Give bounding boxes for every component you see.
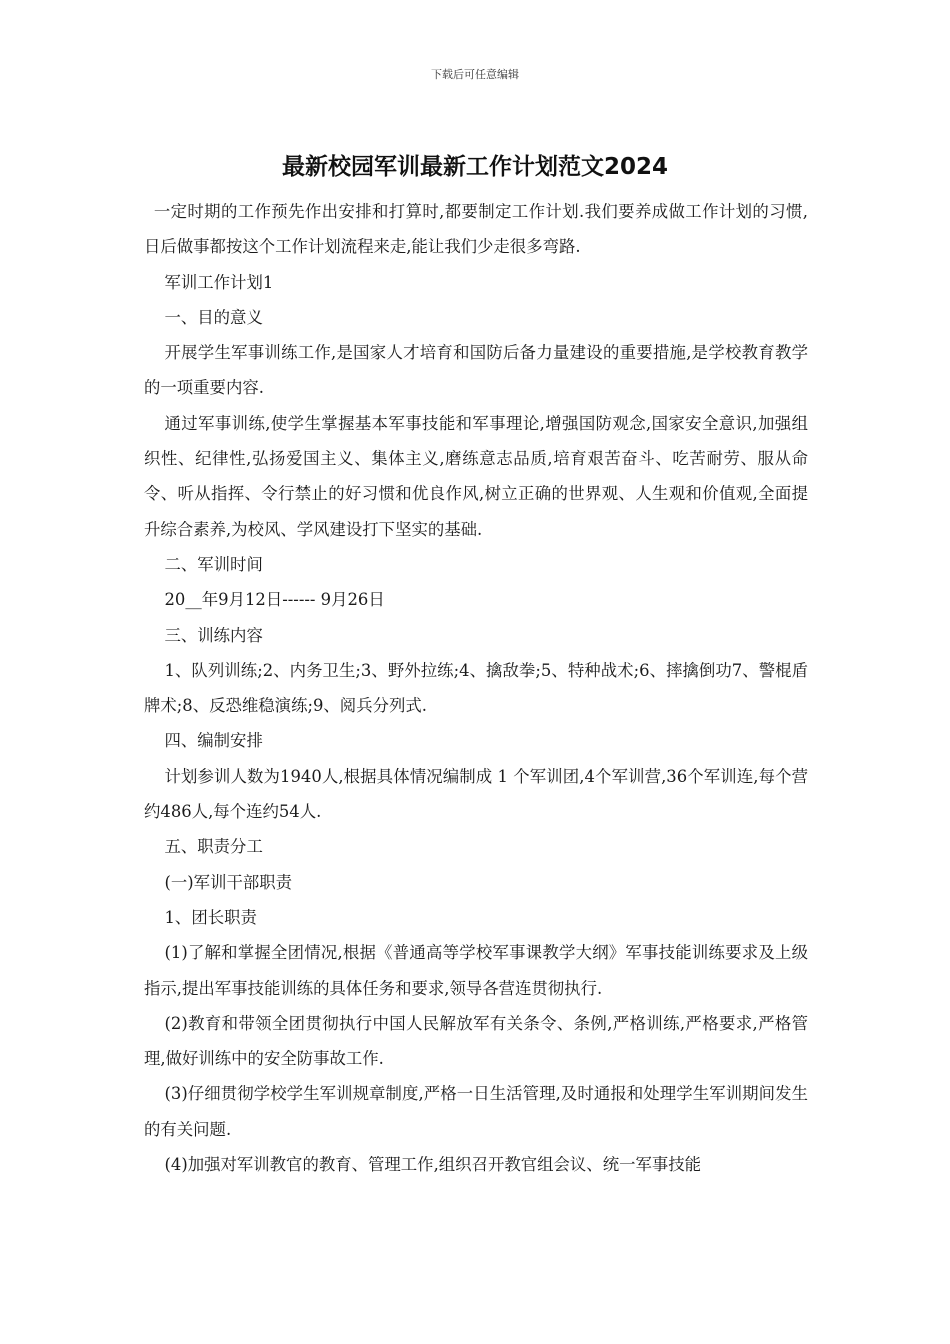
section-heading-time: 二、军训时间: [164, 554, 263, 574]
subheading-officer-duties: (一)军训干部职责: [164, 872, 293, 892]
intro-paragraph: 一定时期的工作预先作出安排和打算时,都要制定工作计划.我们要养成做工作计划的习惯,日后做事都按这个工作计划流程来走,能让我们少走很多弯路.: [144, 202, 808, 257]
duty-item-2: (2)教育和带领全团贯彻执行中国人民解放军有关条令、条例,严格训练,严格要求,严格管理,做好训练中的安全防事故工作.: [144, 1013, 808, 1069]
paragraph-content: 1、队列训练;2、内务卫生;3、野外拉练;4、擒敌拳;5、特种战术;6、摔擒倒功7、警棍盾牌术;8、反恐维稳演练;9、阅兵分列式.: [144, 660, 808, 716]
document-title: 最新校园军训最新工作计划范文2024: [281, 154, 668, 180]
section-heading-organization: 四、编制安排: [164, 731, 263, 751]
duty-item-1: (1)了解和掌握全团情况,根据《普通高等学校军事课教学大纲》军事技能训练要求及上级指示,提出军事技能训练的具体任务和要求,领导各营连贯彻执行.: [144, 943, 808, 998]
paragraph-time: 20__年9月12日------ 9月26日: [164, 590, 385, 610]
section-heading-duties: 五、职责分工: [164, 837, 263, 857]
document-body: [144, 194, 808, 1182]
section-heading-plan-1: 军训工作计划1: [164, 272, 274, 292]
paragraph-organization: 计划参训人数为1940人,根据具体情况编制成 1 个军训团,4个军训营,36个军训连,每个营约486人,每个连约54人.: [144, 766, 808, 822]
duty-item-4: (4)加强对军训教官的教育、管理工作,组织召开教官组会议、统一军事技能: [164, 1155, 702, 1175]
subheading-commander-duties: 1、团长职责: [164, 907, 257, 927]
section-heading-content: 三、训练内容: [164, 625, 263, 645]
page-header-note: 下载后可任意编辑: [431, 68, 519, 81]
section-heading-purpose: 一、目的意义: [164, 307, 263, 327]
paragraph-purpose-2: 通过军事训练,使学生掌握基本军事技能和军事理论,增强国防观念,国家安全意识,加强组织性、纪律性,弘扬爱国主义、集体主义,磨练意志品质,培育艰苦奋斗、吃苦耐劳、服从命令、听从指挥、令行禁止的好习惯和优良作风,树立正确的世界观、人生观和价值观,全面提升综合素养,为校风、学风建设打下坚实的基础.: [144, 413, 808, 539]
paragraph-purpose-1: 开展学生军事训练工作,是国家人才培育和国防后备力量建设的重要措施,是学校教育教学的一项重要内容.: [144, 343, 808, 398]
duty-item-3: (3)仔细贯彻学校学生军训规章制度,严格一日生活管理,及时通报和处理学生军训期间发生的有关问题.: [144, 1084, 808, 1139]
